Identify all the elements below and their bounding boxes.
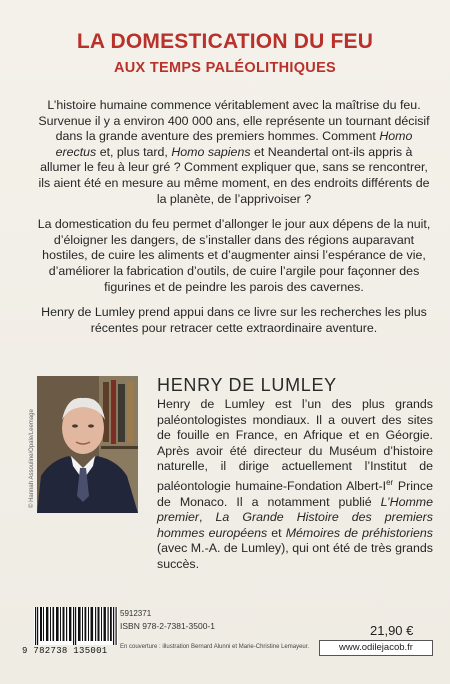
book-title: LA DOMESTICATION DU FEU — [76, 30, 374, 53]
barcode-number: 9 782738 135001 — [22, 646, 108, 656]
author-name: HENRY DE LUMLEY — [157, 375, 337, 395]
barcode — [34, 607, 118, 645]
product-code: 5912371 — [120, 609, 152, 618]
isbn: ISBN 978-2-7381-3500-1 — [120, 621, 215, 631]
blurb — [36, 98, 432, 346]
author-bio: Henry de Lumley est l’un des plus grands paléontologistes mondiaux. Il a ouvert des sites de fouille en France, en Afrique et en Géorgie. Après avoir été directeur du Muséum d’histoire naturelle, il dirige actuellement l’Institut de paléontologie humaine-Fondation Albert-Ier Prince de Monaco. Il a notamment publié L’Homme premier, La Grande Histoire des premiers hommes européens et Mémoires de préhistoriens (avec M.-A. de Lumley), qui ont été de très grands succès. — [157, 397, 434, 572]
blurb-paragraph-2: La domestication du feu permet d’allonger le jour aux dépens de la nuit, d’éloigner les dangers, de s’installer dans des régions auparavant hostiles, de cuire les aliments et d’augmenter ainsi l’espérance de vie, d’améliorer la fabrication d’outils, de cuire l’argile pour façonner des figurines et de peindre les parois des cavernes. — [37, 217, 431, 294]
book-subtitle: AUX TEMPS PALÉOLITHIQUES — [113, 60, 337, 76]
author-photo — [37, 376, 138, 513]
author-portrait — [37, 376, 138, 513]
photo-credit: © Hannah Assouline/Opale/Leemage — [29, 409, 35, 508]
cover-credit: En couverture : illustration Bernard Alunni et Marie-Christine Lemayeur. — [120, 644, 310, 650]
barcode-bars — [34, 607, 118, 645]
price: 21,90 € — [370, 623, 414, 638]
blurb-paragraph-3: Henry de Lumley prend appui dans ce livre sur les recherches les plus récentes pour retracer cette extraordinaire aventure. — [41, 305, 427, 335]
publisher-website: www.odilejacob.fr — [319, 640, 433, 656]
blurb-paragraph-1: L’histoire humaine commence véritablement avec la maîtrise du feu. Survenue il y a environ 400 000 ans, elle représente un tournant décisif dans la grande aventure des premiers hommes. Comment Homo erectus et, plus tard, Homo sapiens et Neandertal ont-ils appris à allumer le feu à leur gré ? Comment expliquer que, sans se rencontrer, ils aient été en mesure au même moment, en des endroits différents de la planète, de l’apprivoiser ? — [38, 98, 430, 206]
